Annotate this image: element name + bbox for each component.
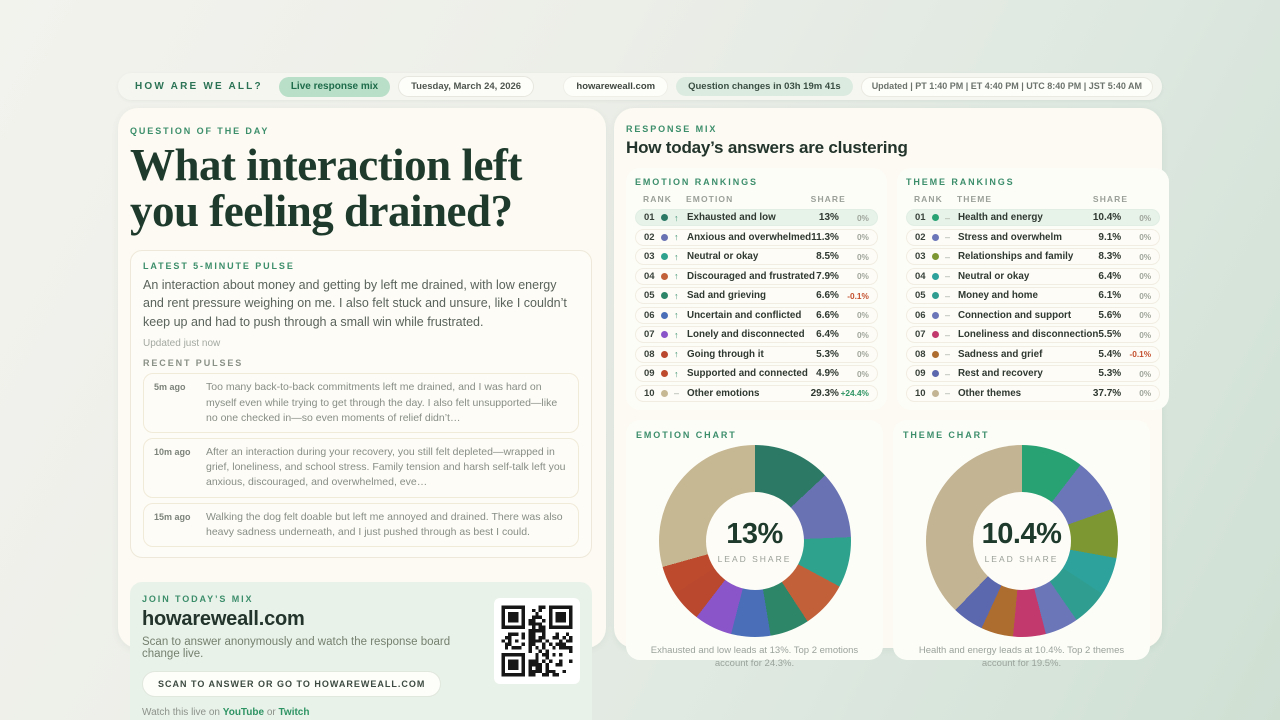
share-delta: 0% <box>1139 388 1152 398</box>
share-value: 4.9% <box>816 368 839 379</box>
share-value: 5.3% <box>816 348 839 360</box>
trend-dash-icon: – <box>944 310 950 320</box>
emotion-chart-label: EMOTION CHART <box>636 430 737 440</box>
trend-arrow-icon: ↑ <box>674 212 679 223</box>
lead-share-caption: LEAD SHARE <box>717 554 792 564</box>
trend-arrow-icon: ↑ <box>674 290 679 301</box>
emotion-lead-share-value: 13% <box>726 518 783 550</box>
rank-number: 09 <box>644 368 655 379</box>
share-delta: 0% <box>1139 310 1152 320</box>
emotion-rankings-label: EMOTION RANKINGS <box>635 177 758 187</box>
col-emotion: EMOTION <box>686 194 734 204</box>
share-value: 5.6% <box>1098 309 1122 321</box>
rank-number: 01 <box>644 212 655 223</box>
theme-color-dot <box>932 292 939 299</box>
theme-donut-chart <box>926 445 1118 637</box>
share-delta: 0% <box>856 310 869 320</box>
rank-number: 07 <box>914 329 926 340</box>
emotion-rankings-header <box>635 187 878 209</box>
share-delta: -0.1% <box>1129 349 1152 359</box>
trend-arrow-icon: ↑ <box>674 329 679 340</box>
latest-pulse-text: An interaction about money and getting by left me drained, with low energy and rent pressure weighing on me. I also felt stuck and unsure, like I couldn’t keep up and had to push through a small win while frustrated. <box>143 277 567 329</box>
theme-color-dot <box>932 390 939 397</box>
trend-dash-icon: – <box>944 251 950 262</box>
rank-number: 04 <box>644 270 655 282</box>
theme-ranking-row <box>906 229 1160 246</box>
pulse-time: 5m ago <box>154 382 186 393</box>
theme-label: Stress and overwhelm <box>957 231 1062 243</box>
share-value: 11.3% <box>811 231 839 243</box>
trend-arrow-icon: ↑ <box>674 310 679 320</box>
theme-chart-caption: Health and energy leads at 10.4%. Top 2 themes account for 19.5%. <box>918 645 1125 670</box>
emotion-label: Supported and connected <box>687 368 808 379</box>
latest-pulse-card <box>130 250 592 558</box>
rank-number: 03 <box>914 251 926 262</box>
share-delta: 0% <box>1139 290 1152 301</box>
qr-code-graphic <box>498 602 576 680</box>
rank-number: 05 <box>644 290 655 301</box>
share-value: 10.4% <box>1092 212 1122 223</box>
rank-number: 08 <box>644 348 655 360</box>
share-value: 8.5% <box>816 251 839 262</box>
share-value: 29.3% <box>810 387 839 399</box>
rank-number: 10 <box>914 387 926 399</box>
pulse-time: 10m ago <box>154 446 191 457</box>
emotion-ranking-row <box>635 248 878 265</box>
qr-code <box>494 598 580 684</box>
rank-number: 03 <box>644 251 655 262</box>
rank-number: 10 <box>644 387 655 399</box>
emotion-ranking-row <box>635 229 878 246</box>
theme-lead-share-value: 10.4% <box>981 518 1062 550</box>
theme-rankings-card <box>897 168 1169 410</box>
latest-pulse-label: LATEST 5-MINUTE PULSE <box>143 260 295 271</box>
pulse-list-item <box>143 503 579 547</box>
brand-title: HOW ARE WE ALL? <box>135 81 263 92</box>
emotion-label: Exhausted and low <box>687 212 776 223</box>
scan-to-answer-button[interactable]: SCAN TO ANSWER OR GO TO HOWAREWEALL.COM <box>142 671 441 697</box>
share-delta: +24.4% <box>840 388 869 398</box>
share-delta: 0% <box>1139 271 1152 281</box>
theme-color-dot <box>932 351 939 358</box>
share-delta: -0.1% <box>847 290 869 301</box>
emotion-donut-chart <box>659 445 851 637</box>
theme-ranking-row <box>906 268 1160 285</box>
emotion-ranking-row <box>635 346 878 363</box>
pulse-updated-timestamp: Updated just now <box>143 338 221 350</box>
rank-number: 06 <box>914 309 926 321</box>
share-value: 37.7% <box>1092 387 1122 399</box>
theme-color-dot <box>932 331 939 338</box>
emotion-color-dot <box>661 331 668 338</box>
recent-pulses-label: RECENT PULSES <box>143 358 244 369</box>
trend-arrow-icon: ↑ <box>674 232 679 242</box>
share-value: 7.9% <box>816 270 839 282</box>
theme-rankings-rows <box>906 209 1160 402</box>
top-status-bar <box>118 73 1162 100</box>
trend-dash-icon: – <box>944 388 950 398</box>
emotion-donut-center <box>706 492 804 590</box>
youtube-link[interactable]: YouTube <box>222 707 265 719</box>
theme-label: Health and energy <box>957 212 1043 223</box>
trend-arrow-icon: ↑ <box>674 349 679 359</box>
response-mix-title: How today’s answers are clustering <box>626 138 908 157</box>
rank-number: 09 <box>914 368 926 379</box>
theme-ranking-row <box>906 385 1160 402</box>
emotion-ranking-row <box>635 209 878 226</box>
recent-pulses-list <box>143 373 579 547</box>
col-theme: THEME <box>956 194 993 204</box>
emotion-label: Sad and grieving <box>687 290 766 301</box>
pulse-text: After an interaction during your recovery, you still felt depleted—wrapped in grief, loneliness, and school stress. Family tension and harsh self-talk left you anxious, discouraged, and overwhelmed, eve… <box>206 445 566 489</box>
emotion-rankings-rows <box>635 209 878 402</box>
trend-dash-icon: – <box>944 349 950 359</box>
theme-chart-label: THEME CHART <box>903 430 990 440</box>
theme-rankings-label: THEME RANKINGS <box>905 177 1015 187</box>
theme-label: Rest and recovery <box>957 368 1043 379</box>
emotion-ranking-row <box>635 385 878 402</box>
emotion-chart-card <box>626 420 883 670</box>
theme-ranking-row <box>906 287 1160 304</box>
col-share: SHARE <box>810 194 846 204</box>
emotion-ranking-row <box>635 268 878 285</box>
trend-arrow-icon: ↑ <box>674 251 679 262</box>
share-delta: 0% <box>856 329 869 340</box>
share-delta: 0% <box>856 212 869 223</box>
updated-times-pill: Updated | PT 1:40 PM | ET 4:40 PM | UTC 8:40 PM | JST 5:40 AM <box>861 77 1153 97</box>
theme-ranking-row <box>906 307 1160 324</box>
pulse-text: Walking the dog felt doable but left me annoyed and drained. There was also heavy sadness underneath, and I just pushed through as best I could. <box>206 510 563 538</box>
share-delta: 0% <box>1139 368 1152 379</box>
share-value: 6.6% <box>816 309 839 321</box>
rank-number: 01 <box>914 212 926 223</box>
share-value: 9.1% <box>1098 231 1122 243</box>
theme-label: Neutral or okay <box>957 270 1030 282</box>
theme-label: Relationships and family <box>957 251 1074 262</box>
emotion-label: Anxious and overwhelmed <box>687 231 812 243</box>
theme-color-dot <box>932 214 939 221</box>
emotion-color-dot <box>661 214 668 221</box>
theme-ranking-row <box>906 248 1160 265</box>
trend-dash-icon: – <box>944 329 950 340</box>
share-delta: 0% <box>1139 329 1152 340</box>
twitch-link[interactable]: Twitch <box>278 707 310 719</box>
share-delta: 0% <box>1139 212 1152 223</box>
emotion-label: Other emotions <box>687 387 760 399</box>
share-delta: 0% <box>856 251 869 262</box>
share-delta: 0% <box>1139 251 1152 262</box>
join-site-title: howareweall.com <box>142 608 305 631</box>
emotion-label: Discouraged and frustrated <box>687 270 815 282</box>
emotion-color-dot <box>661 292 668 299</box>
col-rank: RANK <box>643 194 672 204</box>
watch-live-line <box>142 707 482 718</box>
date-pill: Tuesday, March 24, 2026 <box>398 76 534 97</box>
share-delta: 0% <box>1139 232 1152 242</box>
topbar-left-group <box>127 76 534 97</box>
theme-ranking-row <box>906 346 1160 363</box>
col-rank: RANK <box>913 194 943 204</box>
question-panel <box>118 108 606 719</box>
theme-color-dot <box>932 253 939 260</box>
share-value: 6.6% <box>816 290 839 301</box>
pulse-list-item <box>143 373 579 433</box>
join-description: Scan to answer anonymously and watch the response board change live. <box>142 636 451 661</box>
theme-ranking-row <box>906 365 1160 382</box>
emotion-label: Uncertain and conflicted <box>687 309 802 321</box>
share-delta: 0% <box>856 349 869 359</box>
rank-number: 05 <box>914 290 926 301</box>
emotion-rankings-card <box>626 168 887 410</box>
question-title: What interaction left you feeling drained? <box>130 140 522 236</box>
emotion-color-dot <box>661 351 668 358</box>
share-value: 8.3% <box>1098 251 1122 262</box>
share-value: 5.5% <box>1098 329 1122 340</box>
rank-number: 07 <box>644 329 655 340</box>
theme-ranking-row <box>906 326 1160 343</box>
theme-color-dot <box>932 273 939 280</box>
emotion-label: Neutral or okay <box>687 251 759 262</box>
emotion-label: Going through it <box>687 348 764 360</box>
live-response-mix-badge: Live response mix <box>279 77 390 97</box>
emotion-ranking-row <box>635 287 878 304</box>
response-mix-label: RESPONSE MIX <box>626 124 718 134</box>
question-of-the-day-label: QUESTION OF THE DAY <box>130 126 270 136</box>
topbar-right-group <box>563 76 1153 97</box>
site-url-pill: howareweall.com <box>563 76 668 97</box>
trend-dash-icon: – <box>944 290 950 301</box>
theme-color-dot <box>932 312 939 319</box>
rank-number: 08 <box>914 348 926 360</box>
theme-label: Money and home <box>957 290 1038 301</box>
emotion-ranking-row <box>635 326 878 343</box>
emotion-color-dot <box>661 253 668 260</box>
lead-share-caption: LEAD SHARE <box>984 554 1059 564</box>
watch-prefix-text: Watch this live on <box>142 707 220 719</box>
trend-dash-icon: – <box>944 271 950 281</box>
question-countdown-badge: Question changes in 03h 19m 41s <box>676 77 853 96</box>
or-text: or <box>266 707 276 719</box>
share-value: 5.3% <box>1098 368 1122 379</box>
col-share: SHARE <box>1092 194 1129 204</box>
theme-donut-center <box>973 492 1071 590</box>
theme-label: Other themes <box>957 387 1022 399</box>
share-value: 13% <box>818 212 839 223</box>
pulse-time: 15m ago <box>154 511 191 522</box>
pulse-list-item <box>143 438 579 498</box>
trend-arrow-icon: ↑ <box>674 271 679 281</box>
join-mix-card <box>130 582 592 720</box>
trend-dash-icon: – <box>944 232 950 242</box>
response-mix-panel <box>614 108 1162 670</box>
share-delta: 0% <box>856 368 869 379</box>
theme-label: Connection and support <box>957 309 1072 321</box>
share-value: 5.4% <box>1098 348 1122 360</box>
share-value: 6.4% <box>1098 270 1122 282</box>
theme-ranking-row <box>906 209 1160 226</box>
theme-label: Loneliness and disconnection <box>957 329 1099 340</box>
share-value: 6.4% <box>816 329 839 340</box>
emotion-color-dot <box>661 390 668 397</box>
emotion-ranking-row <box>635 307 878 324</box>
emotion-color-dot <box>661 312 668 319</box>
rank-number: 06 <box>644 309 655 321</box>
share-delta: 0% <box>856 232 869 242</box>
trend-arrow-icon: ↑ <box>674 368 679 379</box>
rank-number: 02 <box>644 231 655 243</box>
emotion-color-dot <box>661 273 668 280</box>
theme-chart-card <box>893 420 1150 670</box>
theme-color-dot <box>932 234 939 241</box>
theme-label: Sadness and grief <box>957 348 1043 360</box>
trend-dash-icon: – <box>944 368 950 379</box>
emotion-ranking-row <box>635 365 878 382</box>
share-delta: 0% <box>856 271 869 281</box>
emotion-color-dot <box>661 234 668 241</box>
share-value: 6.1% <box>1098 290 1122 301</box>
pulse-text: Too many back-to-back commitments left me drained, and I was hard on myself even while trying to get through the day. I also felt unsupported—like no one checked in—so even moments of relief didn’t… <box>206 381 558 424</box>
trend-dash-icon: – <box>944 212 950 223</box>
emotion-chart-caption: Exhausted and low leads at 13%. Top 2 emotions account for 24.3%. <box>650 645 859 670</box>
emotion-color-dot <box>661 370 668 377</box>
rank-number: 02 <box>914 231 926 243</box>
join-mix-label: JOIN TODAY’S MIX <box>142 594 254 605</box>
emotion-label: Lonely and disconnected <box>687 329 805 340</box>
rank-number: 04 <box>914 270 926 282</box>
theme-color-dot <box>932 370 939 377</box>
trend-arrow-icon: – <box>674 388 680 398</box>
theme-rankings-header <box>906 187 1160 209</box>
